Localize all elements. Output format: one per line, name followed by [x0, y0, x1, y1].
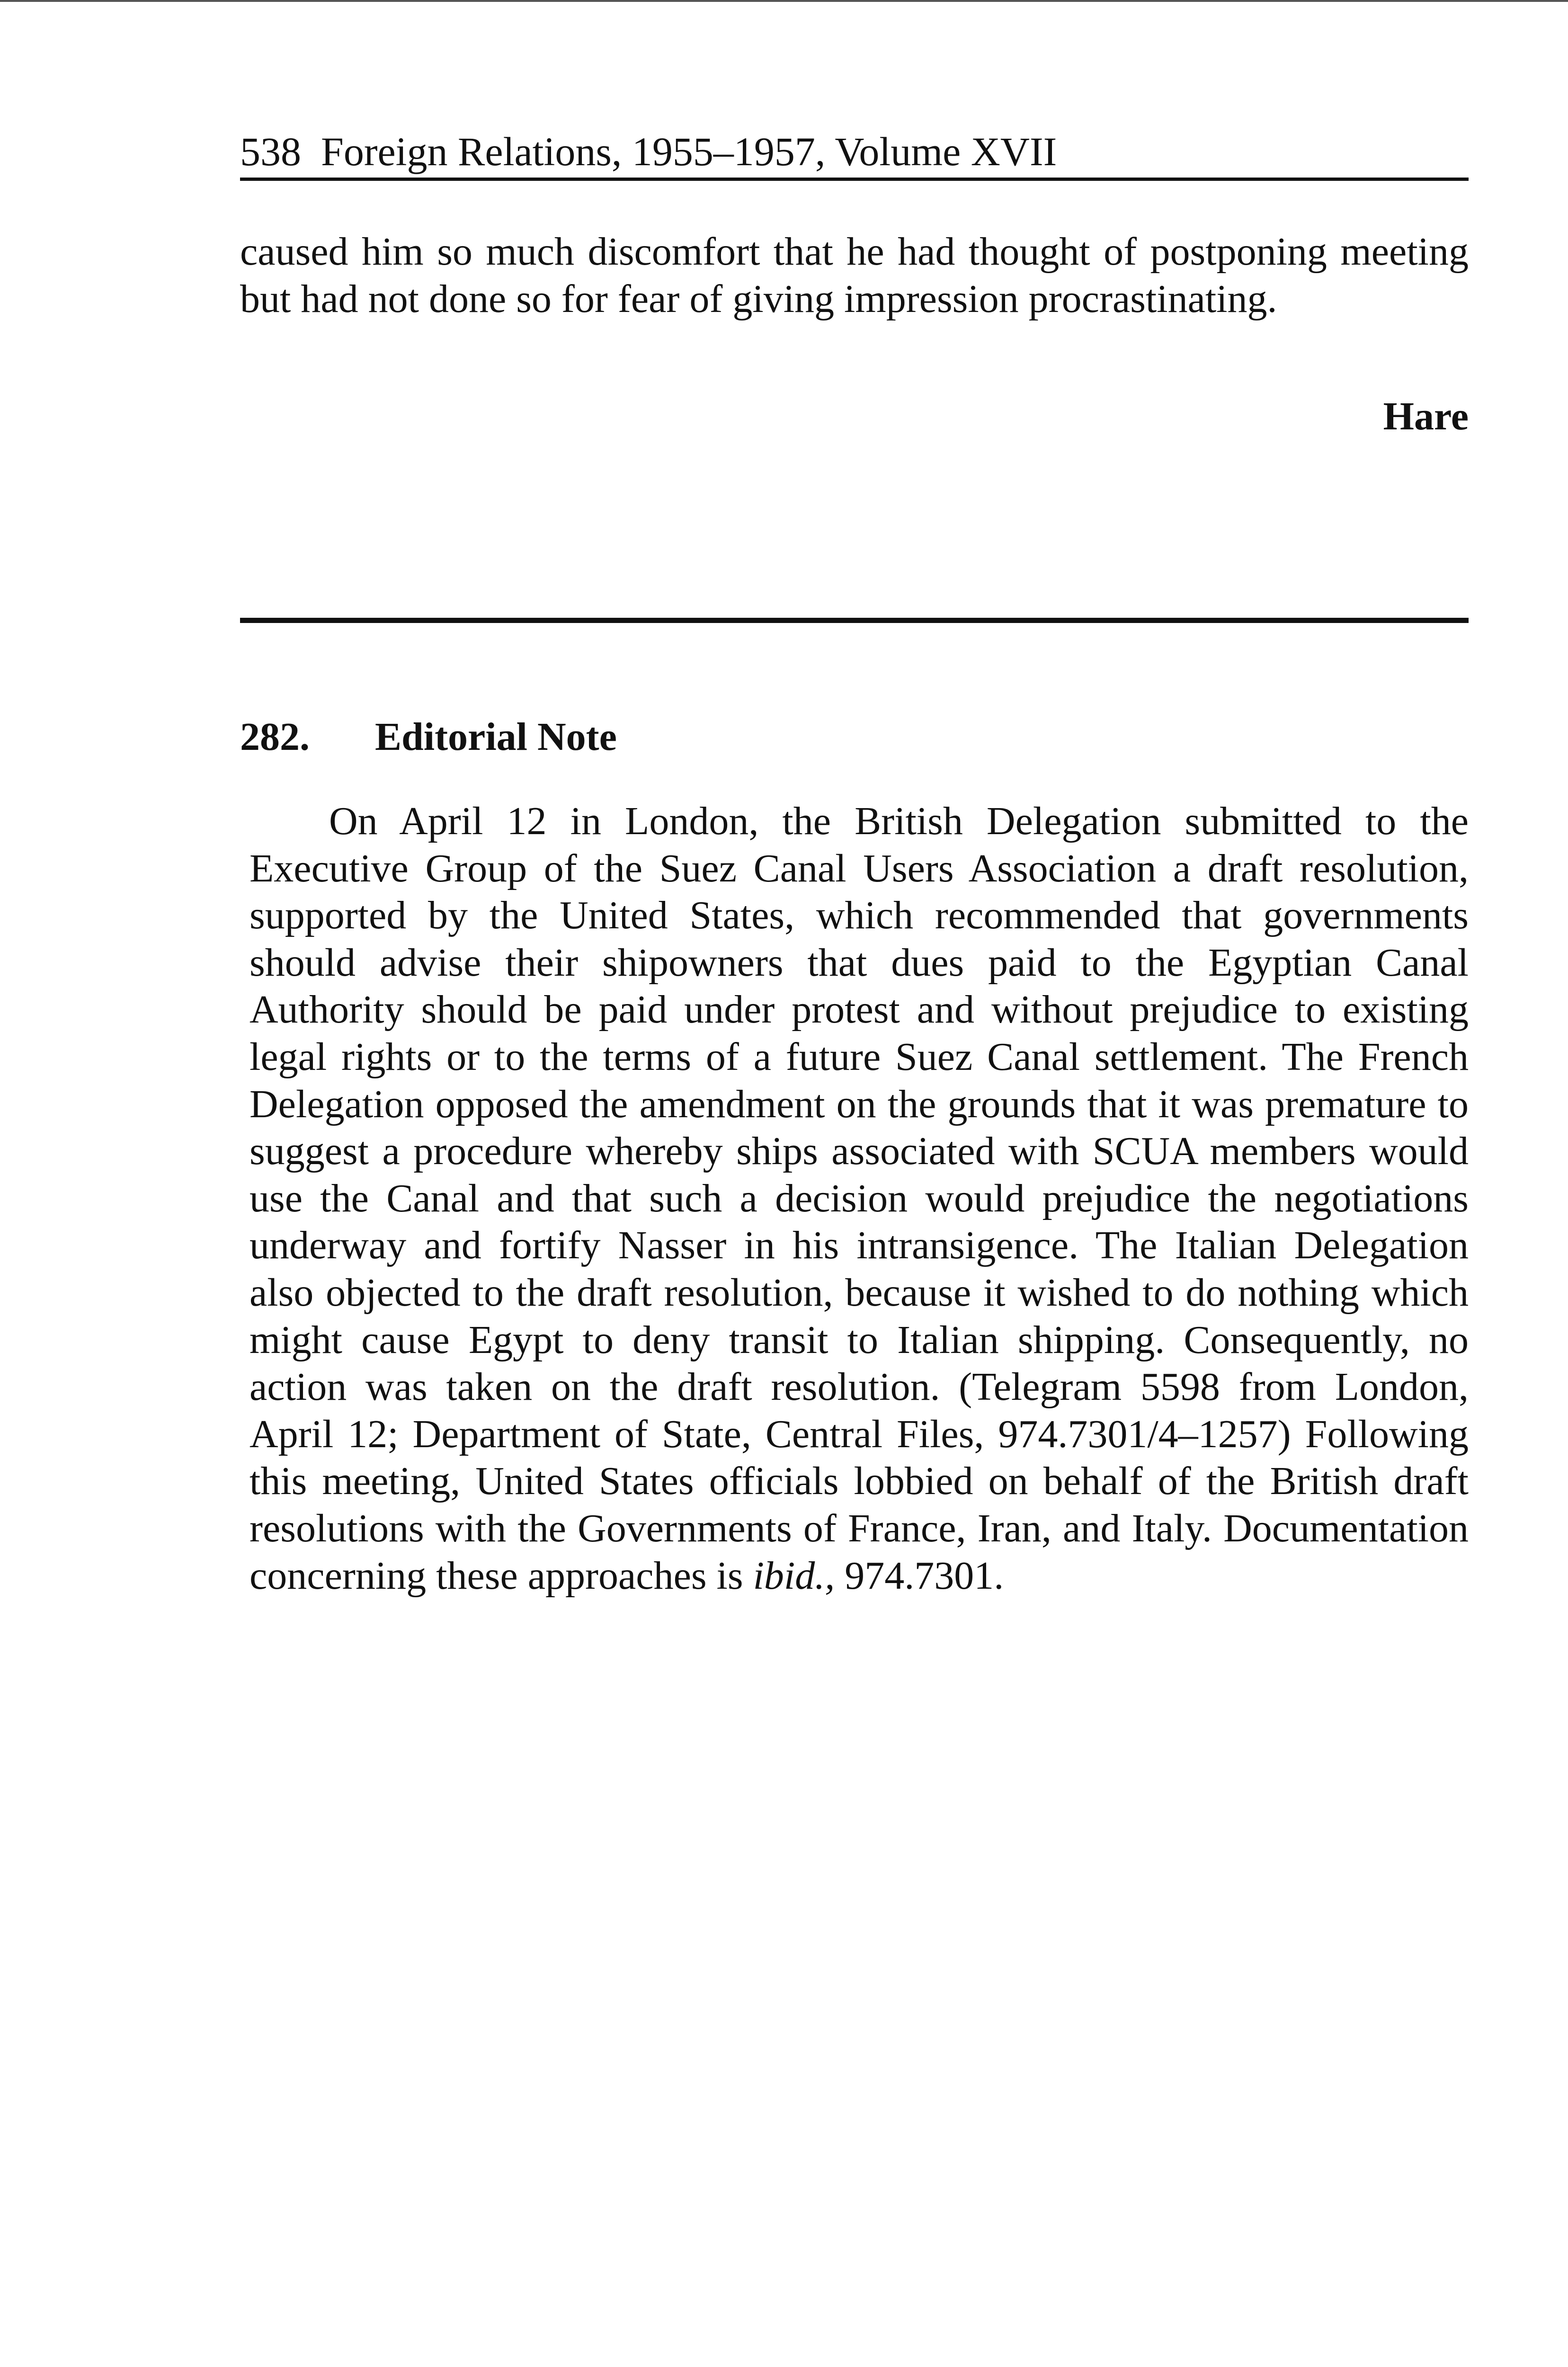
previous-document-closing-text: caused him so much discomfort that he had thought of postponing meeting but had not done so for fear of giving impression procrastinating.: [240, 230, 1469, 321]
editorial-note-main-text: On April 12 in London, the British Delegation submitted to the Executive Group of the Suez Canal Users Association a draft resolution, supported by the United States, which recommended that governments should advise their shipowners that dues paid to the Egyptian Canal Authority should be paid under protest and without prejudice to existing legal rights or to the terms of a future Suez Canal settlement. The French Delegation opposed the amendment on the grounds that it was premature to suggest a procedure whereby ships associated with SCUA members would use the Canal and that such a decision would prejudice the negotiations underway and fortify Nasser in his intransigence. The Italian Delegation also objected to the draft resolution, because it wished to do nothing which might cause Egypt to deny transit to Italian shipping. Consequently, no action was taken on the draft resolution. (Telegram 5598 from London, April 12; Department of State, Central Files, 974.7301/4–1257) Following this meeting, United States officials lobbied on behalf of the British draft resolutions with the Governments of France, Iran, and Italy. Documentation concerning these approaches is: [249, 799, 1469, 1598]
signature: Hare: [1383, 394, 1469, 438]
running-header: [240, 125, 1469, 181]
document-number: 282.: [240, 714, 310, 759]
page-number: 538: [240, 129, 301, 174]
citation-file-number: 974.7301.: [845, 1553, 1004, 1598]
section-title: Editorial Note: [375, 714, 617, 759]
top-page-border: [0, 0, 1568, 2]
section-heading: [240, 713, 617, 761]
editorial-note-body: [249, 798, 1469, 1599]
publication-title: Foreign Relations, 1955–1957, Volume XVII: [321, 129, 1057, 174]
citation-ibid: ibid.,: [753, 1553, 835, 1598]
section-divider: [240, 618, 1469, 623]
